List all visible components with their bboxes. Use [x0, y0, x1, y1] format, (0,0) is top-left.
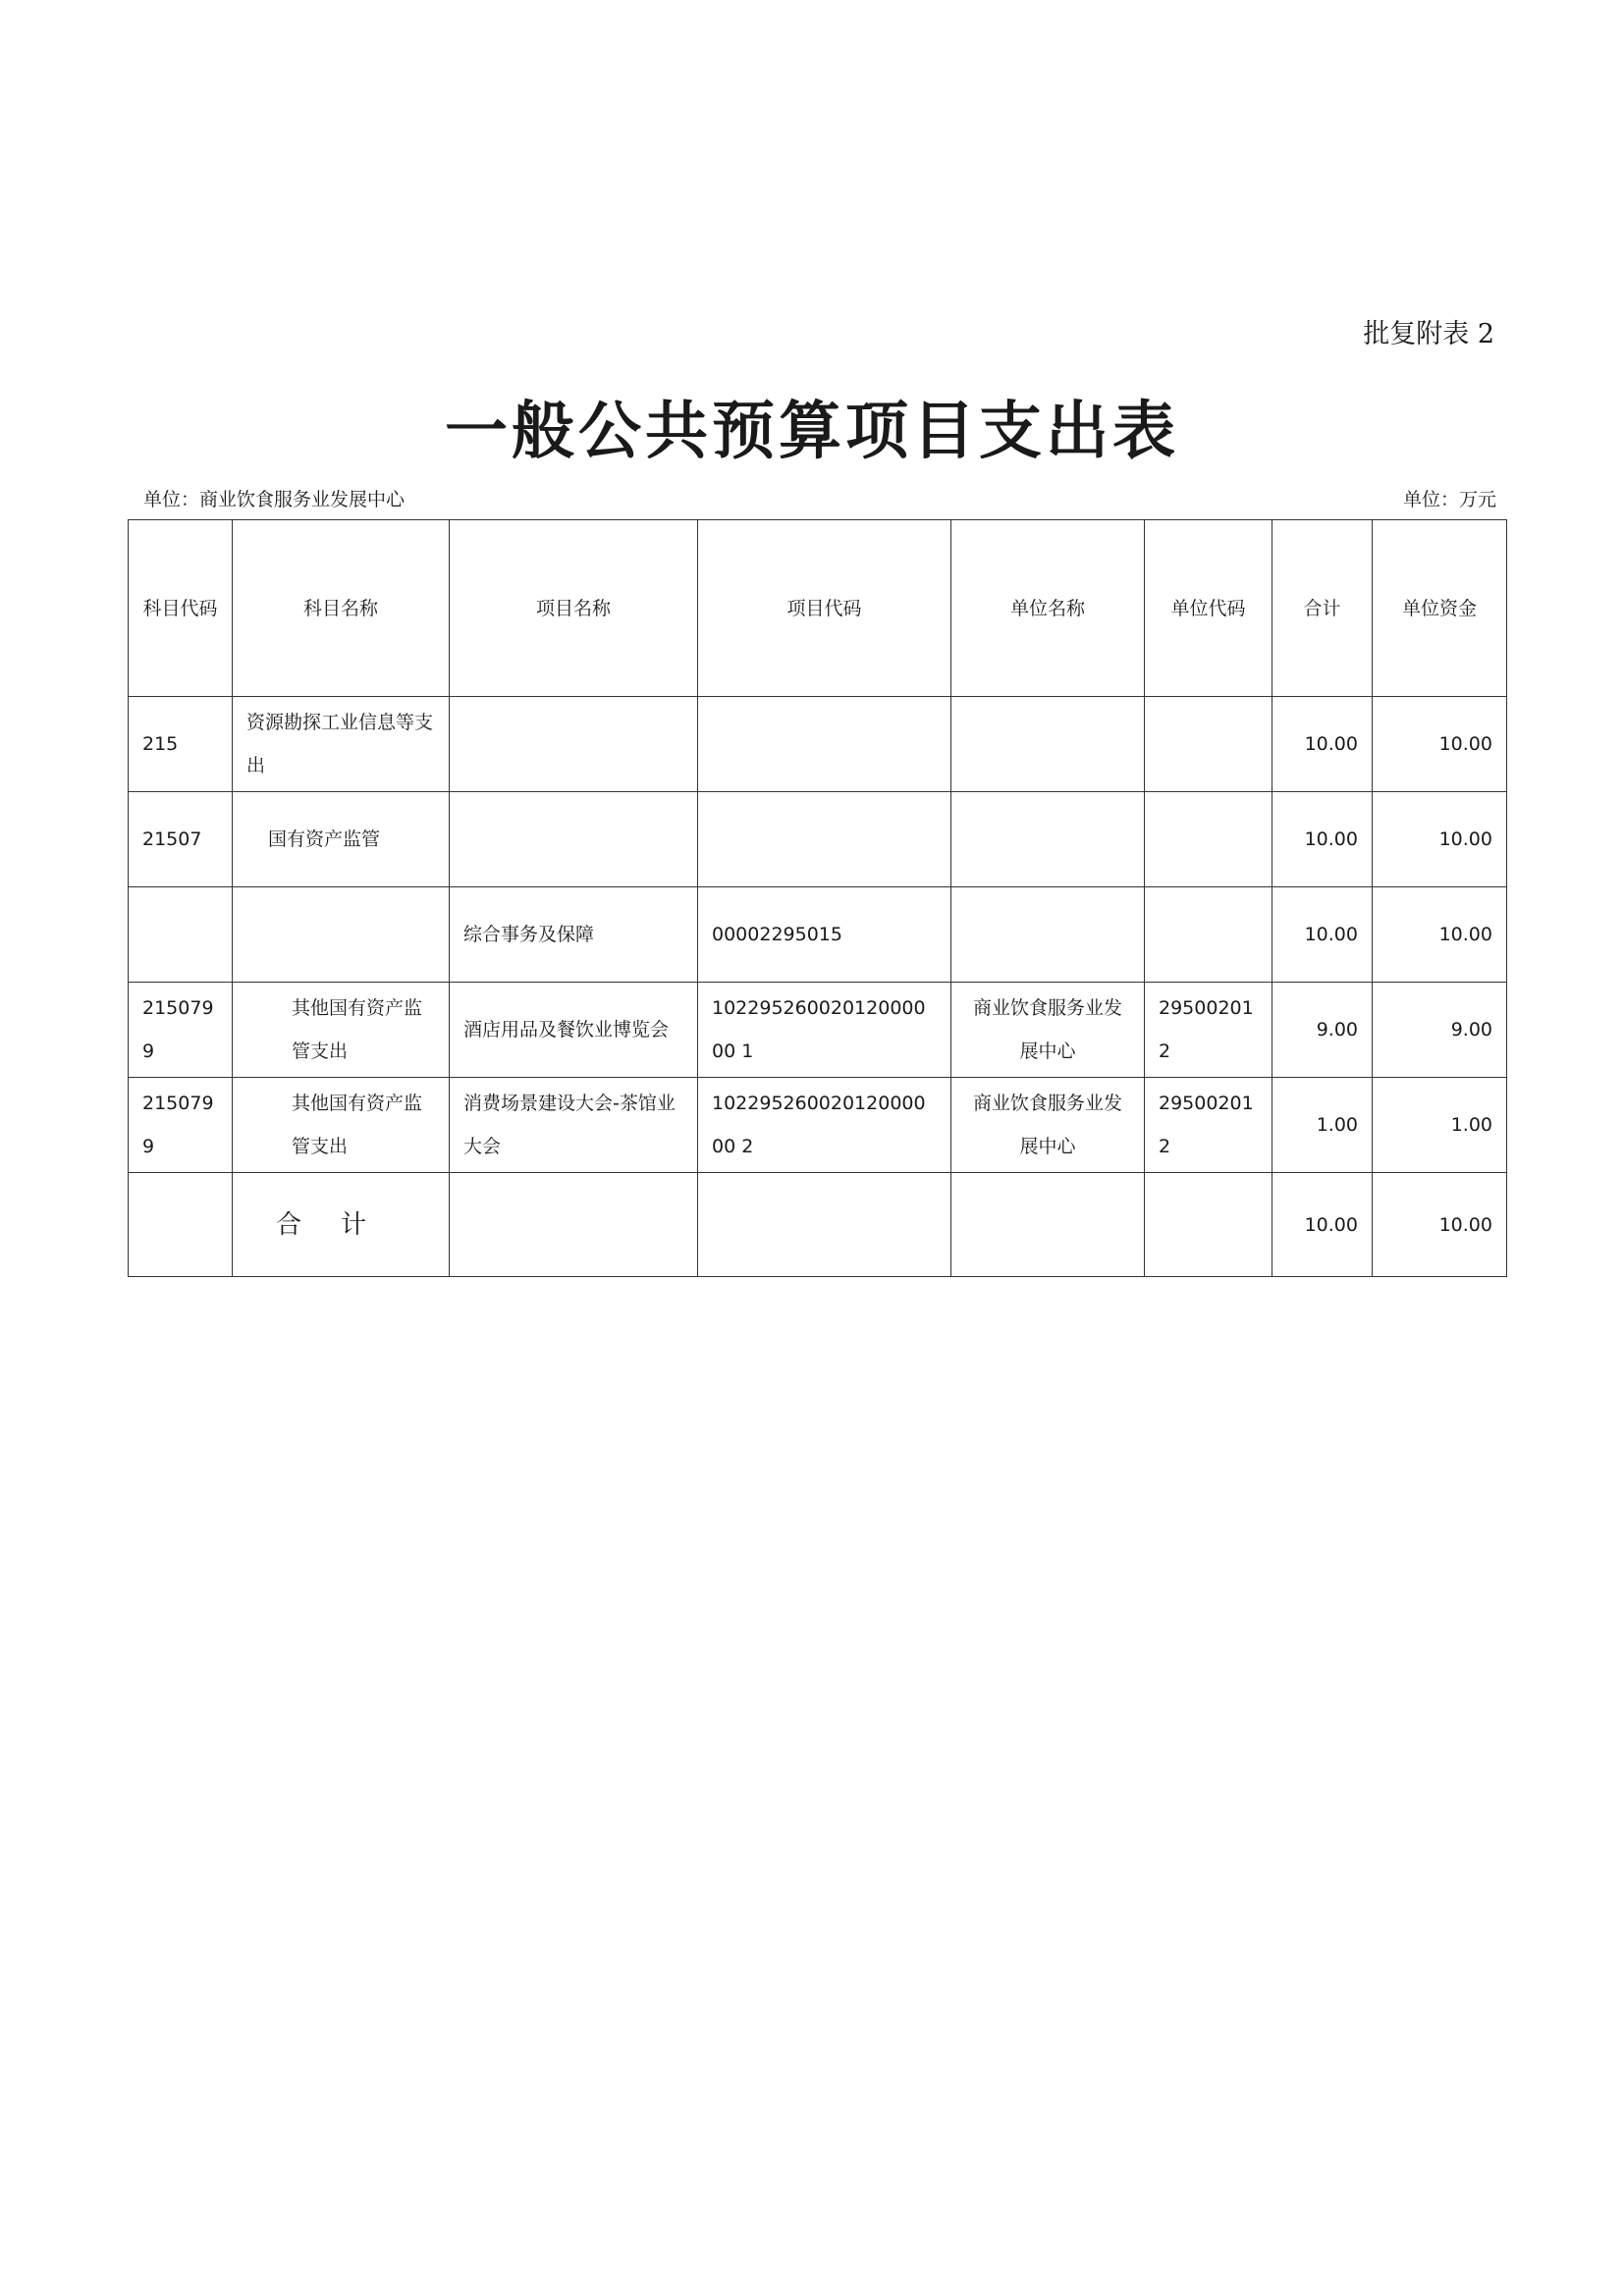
cell-unit-funds: 10.00 — [1373, 1173, 1507, 1277]
header-unit-name: 单位名称 — [951, 520, 1145, 697]
cell-unit-code: 295002012 — [1145, 1078, 1272, 1173]
cell-unit-name: 商业饮食服务业发展中心 — [951, 983, 1145, 1078]
header-total: 合计 — [1272, 520, 1373, 697]
table-row — [129, 887, 1507, 983]
cell-subject-code: 21507 — [129, 792, 233, 887]
cell-project-name — [450, 792, 698, 887]
cell-subject-code: 2150799 — [129, 983, 233, 1078]
cell-project-code: 10229526002012000000 2 — [698, 1078, 951, 1173]
cell-project-name: 消费场景建设大会-茶馆业大会 — [450, 1078, 698, 1173]
cell-subject-name: 国有资产监管 — [233, 792, 450, 887]
cell-subject-code: 2150799 — [129, 1078, 233, 1173]
unit-organization: 单位：商业饮食服务业发展中心 — [143, 489, 406, 510]
cell-empty — [129, 1173, 233, 1277]
attachment-label: 批复附表 2 — [1363, 319, 1494, 349]
cell-unit-code — [1145, 792, 1272, 887]
unit-currency: 单位：万元 — [1402, 489, 1496, 510]
cell-subject-name — [233, 887, 450, 983]
header-unit-funds: 单位资金 — [1373, 520, 1507, 697]
total-label: 合计 — [233, 1173, 450, 1277]
cell-unit-code: 295002012 — [1145, 983, 1272, 1078]
cell-total: 10.00 — [1272, 792, 1373, 887]
cell-total: 10.00 — [1272, 697, 1373, 792]
cell-empty — [698, 1173, 951, 1277]
cell-unit-name: 商业饮食服务业发展中心 — [951, 1078, 1145, 1173]
header-subject-code: 科目代码 — [129, 520, 233, 697]
cell-unit-funds: 1.00 — [1373, 1078, 1507, 1173]
cell-unit-funds: 10.00 — [1373, 887, 1507, 983]
table-row — [129, 697, 1507, 792]
cell-project-name — [450, 697, 698, 792]
cell-unit-funds: 10.00 — [1373, 697, 1507, 792]
cell-unit-code — [1145, 887, 1272, 983]
table-row — [129, 983, 1507, 1078]
cell-project-code — [698, 792, 951, 887]
cell-total: 10.00 — [1272, 1173, 1373, 1277]
cell-project-code: 10229526002012000000 1 — [698, 983, 951, 1078]
header-unit-code: 单位代码 — [1145, 520, 1272, 697]
cell-project-code — [698, 697, 951, 792]
cell-total: 9.00 — [1272, 983, 1373, 1078]
cell-unit-funds: 10.00 — [1373, 792, 1507, 887]
cell-unit-funds: 9.00 — [1373, 983, 1507, 1078]
cell-empty — [951, 1173, 1145, 1277]
cell-empty — [1145, 1173, 1272, 1277]
cell-unit-code — [1145, 697, 1272, 792]
cell-empty — [450, 1173, 698, 1277]
cell-unit-name — [951, 792, 1145, 887]
cell-total: 10.00 — [1272, 887, 1373, 983]
cell-subject-name: 其他国有资产监管支出 — [233, 983, 450, 1078]
table-row — [129, 1078, 1507, 1173]
table-row — [129, 792, 1507, 887]
cell-project-code: 00002295015 — [698, 887, 951, 983]
cell-unit-name — [951, 697, 1145, 792]
cell-unit-name — [951, 887, 1145, 983]
budget-table — [128, 519, 1507, 1277]
cell-total: 1.00 — [1272, 1078, 1373, 1173]
header-subject-name: 科目名称 — [233, 520, 450, 697]
header-project-code: 项目代码 — [698, 520, 951, 697]
table-header-row — [129, 520, 1507, 697]
cell-subject-name: 其他国有资产监管支出 — [233, 1078, 450, 1173]
page-title: 一般公共预算项目支出表 — [445, 395, 1179, 468]
cell-subject-code: 215 — [129, 697, 233, 792]
cell-project-name: 综合事务及保障 — [450, 887, 698, 983]
cell-subject-code — [129, 887, 233, 983]
header-project-name: 项目名称 — [450, 520, 698, 697]
cell-subject-name: 资源勘探工业信息等支出 — [233, 697, 450, 792]
cell-project-name: 酒店用品及餐饮业博览会 — [450, 983, 698, 1078]
table-total-row — [129, 1173, 1507, 1277]
